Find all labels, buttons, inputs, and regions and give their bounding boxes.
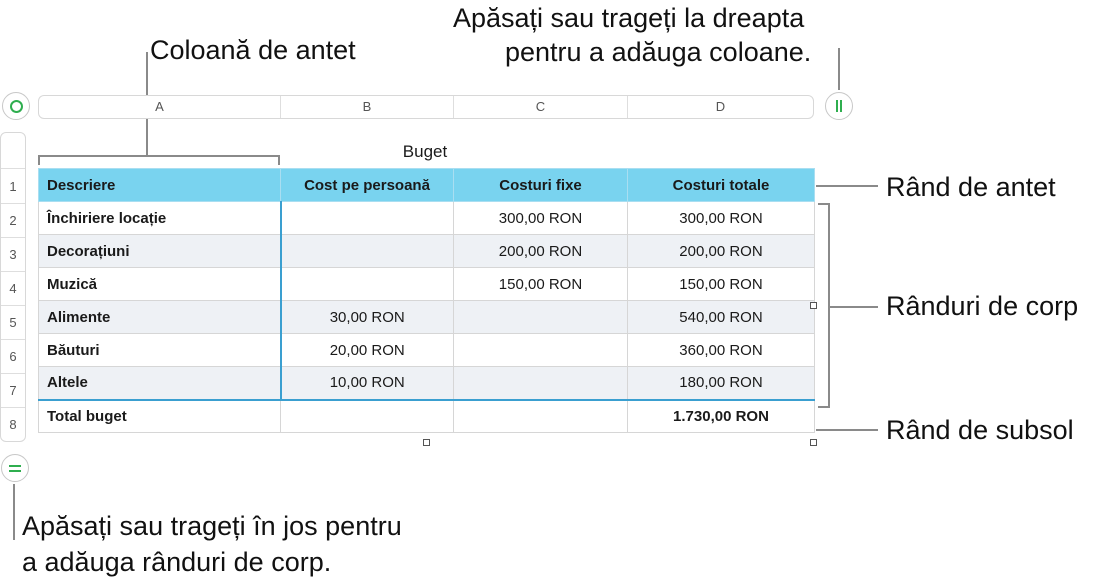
table-row [39,235,815,268]
footer-cell[interactable] [281,400,454,433]
table-cell[interactable]: Muzică [39,268,281,301]
add-rows-callout-line1: Apăsați sau trageți în jos pentru [22,511,402,541]
table-row [39,334,815,367]
header-column-bracket-top [38,155,280,157]
row-number-7[interactable]: 7 [1,373,25,407]
header-row-leader [816,185,878,187]
table-cell[interactable]: 20,00 RON [281,334,454,367]
circle-icon [10,100,23,113]
row-number-8[interactable]: 8 [1,407,25,441]
footer-cell[interactable] [454,400,628,433]
row-header-bar [0,132,26,442]
pause-bars-icon [836,100,842,112]
body-rows-callout: Rânduri de corp [886,291,1079,321]
resize-handle-right[interactable] [810,302,817,309]
footer-row [39,400,815,433]
table-cell[interactable]: 300,00 RON [628,202,815,235]
header-cell-total-costs[interactable]: Costuri totale [628,169,815,202]
table-cell[interactable]: 30,00 RON [281,301,454,334]
table-cell[interactable]: 150,00 RON [628,268,815,301]
table-cell[interactable] [454,334,628,367]
header-cell-cost-per-person[interactable]: Cost pe persoană [281,169,454,202]
table-cell[interactable]: 360,00 RON [628,334,815,367]
header-row-callout: Rând de antet [886,172,1056,202]
row-number-2[interactable]: 2 [1,203,25,237]
add-rows-callout-line2: a adăuga rânduri de corp. [22,547,332,577]
table-cell[interactable] [281,202,454,235]
table-cell[interactable]: 180,00 RON [628,367,815,400]
budget-table [38,168,815,433]
header-column-callout: Coloană de antet [150,35,356,65]
table-cell[interactable]: Decorațiuni [39,235,281,268]
add-columns-callout-line2: pentru a adăuga coloane. [505,37,812,67]
add-columns-callout-line1: Apăsați sau trageți la dreapta [453,3,805,33]
body-rows-bracket-bottom [818,406,830,408]
table-cell[interactable]: Închiriere locație [39,202,281,235]
header-row [39,169,815,202]
equals-icon [9,465,21,472]
row-number-5[interactable]: 5 [1,305,25,339]
table-cell[interactable]: 300,00 RON [454,202,628,235]
header-cell-description[interactable]: Descriere [39,169,281,202]
table-row [39,202,815,235]
select-table-button[interactable] [2,92,30,120]
row-number-1[interactable]: 1 [1,168,25,203]
row-number-3[interactable]: 3 [1,237,25,271]
column-letter-a[interactable]: A [39,96,281,118]
table-row [39,367,815,400]
table-cell[interactable] [454,301,628,334]
table-cell[interactable]: Altele [39,367,281,400]
column-letter-b[interactable]: B [281,96,454,118]
resize-handle-bottom[interactable] [423,439,430,446]
table-cell[interactable]: Băuturi [39,334,281,367]
column-header-bar [38,95,814,119]
column-letter-c[interactable]: C [454,96,628,118]
add-rows-leader [13,484,15,540]
footer-row-leader [816,429,878,431]
add-columns-button[interactable] [825,92,853,120]
table-row [39,268,815,301]
table-cell[interactable] [281,235,454,268]
add-columns-leader [838,48,840,90]
body-rows-leader [830,306,878,308]
table-cell[interactable]: 200,00 RON [628,235,815,268]
table-row [39,301,815,334]
column-letter-d[interactable]: D [715,99,726,114]
table-cell[interactable]: 150,00 RON [454,268,628,301]
table-cell[interactable] [281,268,454,301]
table-cell[interactable] [454,367,628,400]
header-column-bracket-left [38,155,40,165]
table-cell[interactable]: 200,00 RON [454,235,628,268]
footer-row-callout: Rând de subsol [886,415,1074,445]
table-title[interactable]: Buget [402,142,448,161]
table-cell[interactable]: Alimente [39,301,281,334]
footer-cell-label[interactable]: Total buget [39,400,281,433]
header-cell-fixed-costs[interactable]: Costuri fixe [454,169,628,202]
add-rows-button[interactable] [1,454,29,482]
footer-cell-total[interactable]: 1.730,00 RON [628,400,815,433]
header-column-bracket-right [278,155,280,165]
table-cell[interactable]: 540,00 RON [628,301,815,334]
table-cell[interactable]: 10,00 RON [281,367,454,400]
resize-handle-corner[interactable] [810,439,817,446]
row-number-4[interactable]: 4 [1,271,25,305]
row-number-6[interactable]: 6 [1,339,25,373]
